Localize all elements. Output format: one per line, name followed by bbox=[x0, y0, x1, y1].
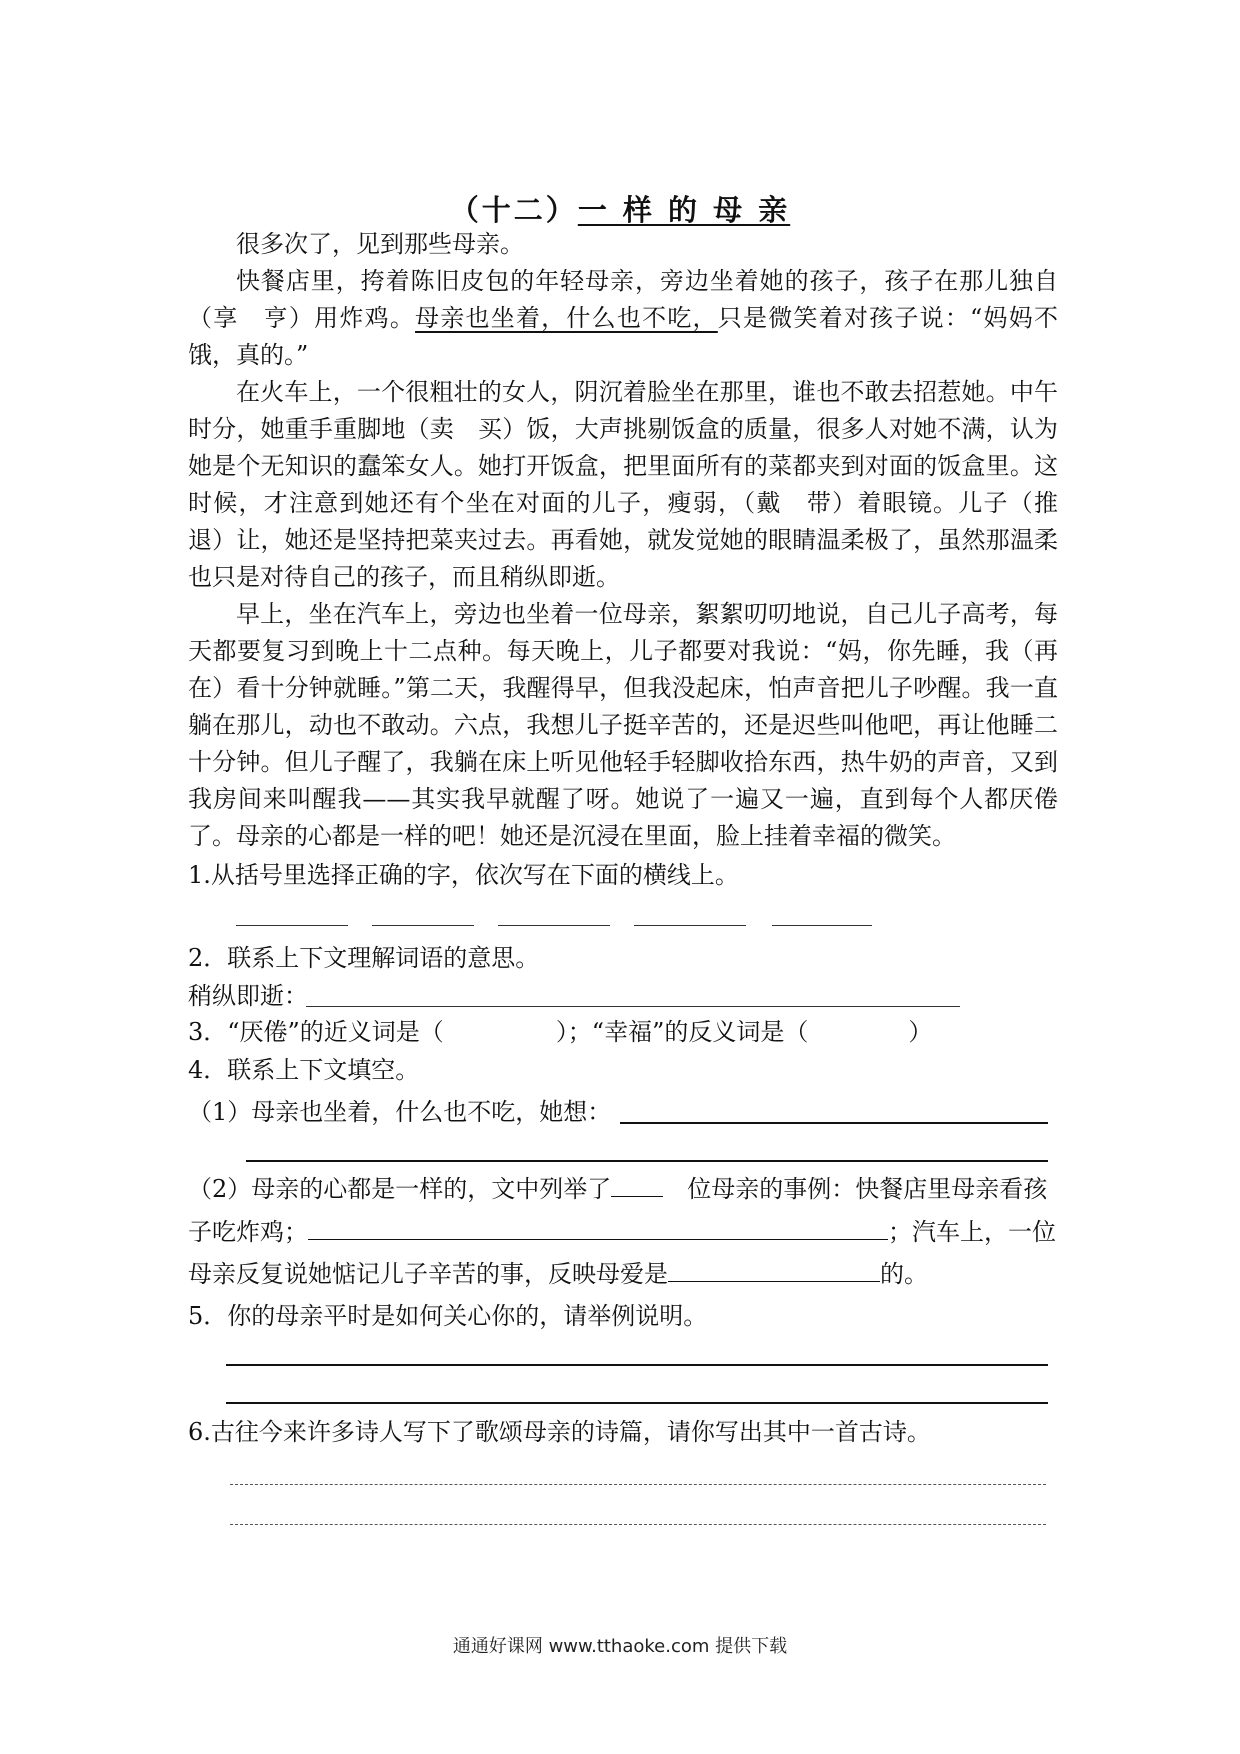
question-4-2-line-1: （2）母亲的心都是一样的，文中列举了 位母亲的事例：快餐店里母亲看孩 bbox=[188, 1175, 1048, 1203]
question-3: 3．“厌倦”的近义词是（ ）；“幸福”的反义词是（ ） bbox=[188, 1018, 933, 1046]
question-4-2-line-3: 母亲反复说她惦记儿子辛苦的事，反映母爱是 的。 bbox=[188, 1260, 928, 1288]
answer-line-1b[interactable] bbox=[372, 925, 474, 926]
footer-source: 通通好课网 www.tthaoke.com 提供下载 bbox=[452, 1636, 788, 1657]
answer-line-4-1b[interactable] bbox=[246, 1160, 1048, 1162]
question-4-1: （1）母亲也坐着，什么也不吃，她想： bbox=[188, 1098, 612, 1126]
answer-blank-mother-love[interactable] bbox=[668, 1259, 880, 1282]
answer-line-6b[interactable] bbox=[230, 1524, 1046, 1525]
answer-line-1d[interactable] bbox=[634, 925, 746, 926]
passage-paragraph-1: 很多次了，见到那些母亲。 bbox=[236, 230, 524, 258]
reading-passage bbox=[188, 226, 1082, 855]
question-5: 5．你的母亲平时是如何关心你的，请举例说明。 bbox=[188, 1302, 708, 1330]
question-2: 2．联系上下文理解词语的意思。 bbox=[188, 944, 540, 972]
answer-line-1c[interactable] bbox=[498, 925, 610, 926]
page-title bbox=[0, 188, 1240, 229]
question-1: 1.从括号里选择正确的字，依次写在下面的横线上。 bbox=[188, 861, 739, 889]
answer-line-2[interactable] bbox=[306, 1006, 960, 1007]
answer-line-5b[interactable] bbox=[226, 1402, 1048, 1404]
answer-line-1a[interactable] bbox=[236, 925, 348, 926]
underlined-sentence: 母亲也坐着，什么也不吃， bbox=[415, 304, 718, 332]
passage-paragraph-4: 早上，坐在汽车上，旁边也坐着一位母亲，絮絮叨叨地说，自己儿子高考，每天都要复习到晚上十二点种。每天晚上，儿子都要对我说：“妈，你先睡，我（再 在）看十分钟就睡。”第二天，我醒得早，但我没起床，怕声音把儿子吵醒。我一直躺在那儿，动也不敢动。六点，我想儿子挺辛苦的，还是迟些叫他吧，再让他睡二十分钟。但儿子醒了，我躺在床上听见他轻手轻脚收拾东西，热牛奶的声音，又到我房间来叫醒我——其实我早就醒了呀。她说了一遍又一遍，直到每个人都厌倦了。母亲的心都是一样的吧！她还是沉浸在里面，脸上挂着幸福的微笑。 bbox=[188, 600, 1082, 850]
question-4: 4．联系上下文填空。 bbox=[188, 1056, 420, 1084]
answer-line-1e[interactable] bbox=[772, 925, 872, 926]
answer-line-4-1a[interactable] bbox=[620, 1122, 1048, 1124]
answer-line-5a[interactable] bbox=[226, 1364, 1048, 1366]
question-6: 6.古往今来许多诗人写下了歌颂母亲的诗篇，请你写出其中一首古诗。 bbox=[188, 1418, 931, 1446]
title-number: （十二） bbox=[449, 193, 578, 227]
answer-blank-train[interactable] bbox=[308, 1217, 888, 1240]
answer-blank-count[interactable] bbox=[611, 1174, 663, 1197]
answer-line-6a[interactable] bbox=[230, 1484, 1046, 1485]
question-4-2-line-2: 子吃炸鸡； ；汽车上，一位 bbox=[188, 1218, 1056, 1246]
title-text: 一 样 的 母 亲 bbox=[577, 193, 791, 227]
question-2-word: 稍纵即逝： bbox=[188, 982, 308, 1010]
passage-paragraph-3: 在火车上，一个很粗壮的女人，阴沉着脸坐在那里，谁也不敢去招惹她。中午时分，她重手重脚地（卖 买）饭，大声挑剔饭盒的质量，很多人对她不满，认为她是个无知识的蠢笨女人。她打开饭盒，把里面所有的菜都夹到对面的饭盒里。这时候，才注意到她还有个坐在对面的儿子，瘦弱，（戴 带）着眼镜。儿子（推 退）让，她还是坚持把菜夹过去。再看她，就发觉她的眼睛温柔极了，虽然那温柔也只是对待自己的孩子，而且稍纵即逝。 bbox=[188, 378, 1082, 591]
passage-paragraph-2: 快餐店里，挎着陈旧皮包的年轻母亲，旁边坐着她的孩子，孩子在那儿独自（享 亨）用炸鸡。母亲也坐着，什么也不吃，只是微笑着对孩子说：“妈妈不饿，真的。” bbox=[188, 267, 1059, 369]
